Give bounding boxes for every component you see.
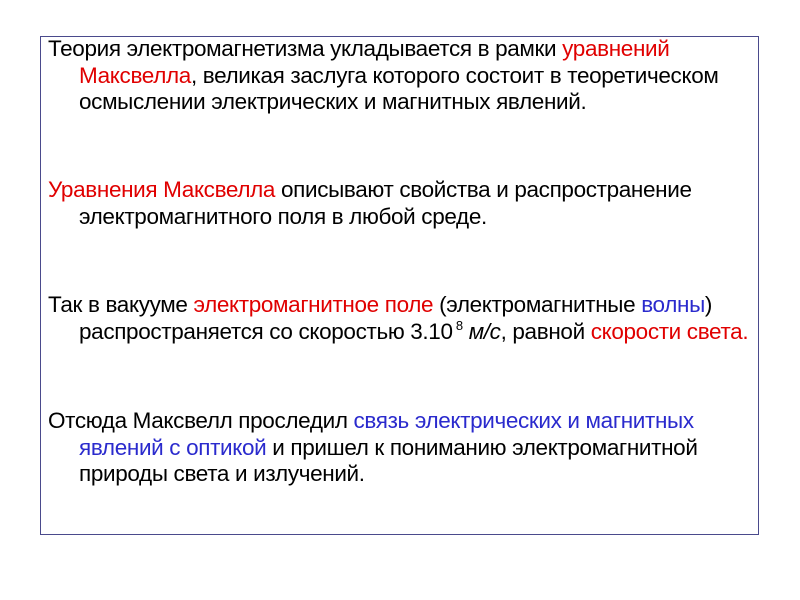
paragraph-optics-connection bbox=[48, 408, 760, 488]
exponent: 8 bbox=[452, 318, 463, 334]
unit-meters-per-second: м/с bbox=[468, 318, 501, 344]
text-segment: . bbox=[742, 318, 749, 344]
highlight-em-field: электромагнитное поле bbox=[193, 292, 434, 317]
highlight-maxwell-equations: уравнений Максвелла bbox=[79, 36, 670, 88]
text-segment: ) распространяется со скоростью 3.10 bbox=[79, 292, 713, 344]
highlight-maxwell-equations: Уравнения Максвелла bbox=[48, 177, 276, 202]
paragraph-maxwell-theory bbox=[48, 36, 760, 116]
text-segment: Так в вакууме bbox=[48, 292, 194, 317]
text-segment: , равной bbox=[500, 318, 591, 344]
paragraph-vacuum-speed bbox=[48, 292, 760, 345]
text-segment: описывают свойства и распространение электромагнитного поля в любой среде. bbox=[79, 177, 692, 229]
text-segment: (электромагнитные bbox=[433, 292, 642, 317]
paragraph-equations-describe bbox=[48, 177, 760, 230]
text-segment: , великая заслуга которого состоит в теоретическом осмыслении электрических и магнитных явлений. bbox=[79, 62, 719, 114]
text-segment: Отсюда Максвелл проследил bbox=[48, 408, 354, 433]
highlight-waves: волны bbox=[641, 292, 705, 317]
highlight-speed-of-light: скорости света bbox=[590, 318, 743, 344]
text-segment: Теория электромагнетизма укладывается в рамки bbox=[48, 36, 563, 61]
highlight-optics-link: связь электрических и магнитных явлений с оптикой bbox=[79, 408, 694, 460]
text-segment: и пришел к пониманию электромагнитной природы света и излучений. bbox=[79, 434, 698, 486]
